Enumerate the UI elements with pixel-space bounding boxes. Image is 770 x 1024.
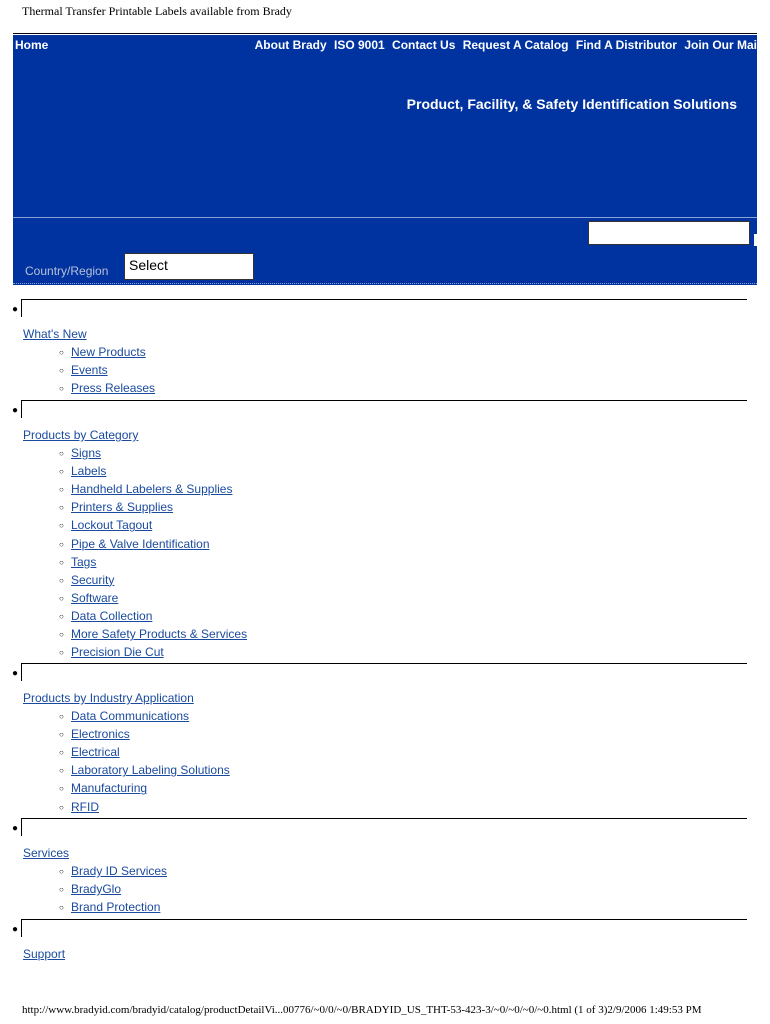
circle-bullet-icon: ○	[59, 503, 64, 513]
list-item	[59, 882, 121, 898]
banner-divider	[13, 217, 757, 218]
list-item	[59, 781, 147, 797]
sub-item-link[interactable]: Laboratory Labeling Solutions	[71, 763, 230, 778]
list-item	[59, 573, 114, 589]
circle-bullet-icon: ○	[59, 784, 64, 794]
circle-bullet-icon: ○	[59, 521, 64, 531]
sub-item-link[interactable]: Brand Protection	[71, 900, 161, 915]
sub-item-link[interactable]: Printers & Supplies	[71, 500, 174, 515]
list-item	[59, 763, 230, 779]
sub-item-link[interactable]: Brady ID Services	[71, 864, 168, 878]
list-item	[59, 709, 189, 725]
circle-bullet-icon: ○	[59, 467, 64, 477]
section-title-link[interactable]: Support	[23, 947, 66, 961]
nav-about-link[interactable]: About Brady	[254, 38, 327, 52]
sub-item-link[interactable]: Lockout Tagout	[71, 518, 153, 533]
list-item	[59, 537, 210, 553]
list-item	[59, 482, 232, 498]
circle-bullet-icon: ○	[59, 867, 64, 876]
section-box	[21, 663, 747, 681]
list-item	[59, 518, 152, 534]
list-item	[59, 345, 146, 361]
circle-bullet-icon: ○	[59, 593, 64, 603]
circle-bullet-icon: ○	[59, 885, 64, 895]
list-item	[59, 381, 155, 397]
section-bullet: ●	[12, 924, 19, 935]
section-box	[21, 818, 747, 836]
nav-contact-link[interactable]: Contact Us	[392, 38, 456, 52]
sub-item-link[interactable]: Events	[71, 363, 108, 378]
circle-bullet-icon: ○	[59, 630, 64, 639]
list-item	[59, 609, 152, 625]
sub-item-link[interactable]: More Safety Products & Services	[71, 627, 248, 641]
circle-bullet-icon: ○	[59, 766, 64, 776]
tagline: Product, Facility, & Safety Identification Solutions	[406, 96, 737, 112]
search-button-edge[interactable]	[754, 234, 757, 246]
sub-item-link[interactable]: Software	[71, 590, 119, 605]
circle-bullet-icon: ○	[59, 748, 64, 758]
section-box	[21, 299, 747, 317]
section-title-link[interactable]: Products by Industry Application	[23, 691, 194, 705]
list-item	[59, 363, 108, 379]
sub-item-link[interactable]: Data Collection	[71, 608, 153, 623]
list-item	[59, 555, 96, 571]
sub-item-link[interactable]: Precision Die Cut	[71, 645, 164, 660]
circle-bullet-icon: ○	[59, 348, 64, 357]
sub-item-link[interactable]: Tags	[71, 554, 97, 569]
sub-item-link[interactable]: Signs	[71, 446, 102, 460]
nav-mailing-link[interactable]: Join Our Mai	[684, 38, 757, 52]
top-nav	[251, 38, 757, 52]
sub-item-link[interactable]: New Products	[71, 345, 146, 359]
list-item	[59, 727, 130, 743]
list-item	[59, 446, 101, 462]
section-bullet: ●	[12, 668, 19, 679]
sub-item-link[interactable]: BradyGlo	[71, 882, 122, 897]
sub-item-link[interactable]: Manufacturing	[71, 781, 148, 796]
list-item	[59, 627, 247, 643]
top-rule	[13, 33, 757, 34]
sub-item-link[interactable]: Press Releases	[71, 381, 156, 396]
section-bullet: ●	[12, 405, 19, 416]
circle-bullet-icon: ○	[59, 648, 64, 658]
section-box	[21, 919, 747, 937]
nav-iso-link[interactable]: ISO 9001	[333, 38, 385, 52]
section-box	[21, 400, 747, 418]
section-bullet: ●	[12, 304, 19, 315]
list-item	[59, 864, 167, 880]
circle-bullet-icon: ○	[59, 485, 64, 495]
sub-item-link[interactable]: Security	[71, 572, 115, 587]
banner-bottom-rule	[13, 283, 757, 284]
section-bullet: ●	[12, 823, 19, 834]
list-item	[59, 591, 118, 607]
print-footer: http://www.bradyid.com/bradyid/catalog/productDetailVi...00776/~0/0/~0/BRADYID_US_THT-53-423-3/~0/~0/~0/~0.html (1 of 3)2/9/2006 1:49:53 PM	[22, 1004, 702, 1016]
print-header: Thermal Transfer Printable Labels available from Brady	[22, 4, 292, 18]
search-input[interactable]	[588, 221, 750, 245]
section-title-link[interactable]: Services	[23, 846, 70, 860]
circle-bullet-icon: ○	[59, 802, 64, 812]
circle-bullet-icon: ○	[59, 575, 64, 585]
section-title-link[interactable]: What's New	[23, 327, 87, 341]
list-item	[59, 464, 106, 480]
country-region-label: Country/Region	[25, 264, 109, 278]
sub-item-link[interactable]: Handheld Labelers & Supplies	[71, 482, 233, 497]
nav-distributor-link[interactable]: Find A Distributor	[575, 38, 677, 52]
list-item	[59, 500, 173, 516]
circle-bullet-icon: ○	[59, 712, 64, 721]
sub-item-link[interactable]: Pipe & Valve Identification	[71, 536, 210, 551]
list-item	[59, 900, 160, 916]
sub-item-link[interactable]: RFID	[71, 799, 99, 814]
circle-bullet-icon: ○	[59, 557, 64, 567]
country-region-select[interactable]: Select	[124, 253, 254, 280]
circle-bullet-icon: ○	[59, 366, 64, 376]
site-banner	[13, 35, 757, 285]
circle-bullet-icon: ○	[59, 449, 64, 458]
circle-bullet-icon: ○	[59, 611, 64, 621]
list-item	[59, 745, 120, 761]
sub-item-link[interactable]: Electronics	[71, 727, 130, 742]
circle-bullet-icon: ○	[59, 730, 64, 740]
circle-bullet-icon: ○	[59, 539, 64, 549]
sub-item-link[interactable]: Labels	[71, 464, 107, 479]
list-item	[59, 645, 164, 661]
list-item	[59, 800, 99, 816]
circle-bullet-icon: ○	[59, 384, 64, 394]
section-title-link[interactable]: Products by Category	[23, 428, 139, 442]
sub-item-link[interactable]: Electrical	[71, 745, 120, 760]
circle-bullet-icon: ○	[59, 903, 64, 913]
nav-catalog-link[interactable]: Request A Catalog	[462, 38, 569, 52]
nav-home-link[interactable]: Home	[15, 38, 49, 52]
sub-item-link[interactable]: Data Communications	[71, 709, 190, 723]
